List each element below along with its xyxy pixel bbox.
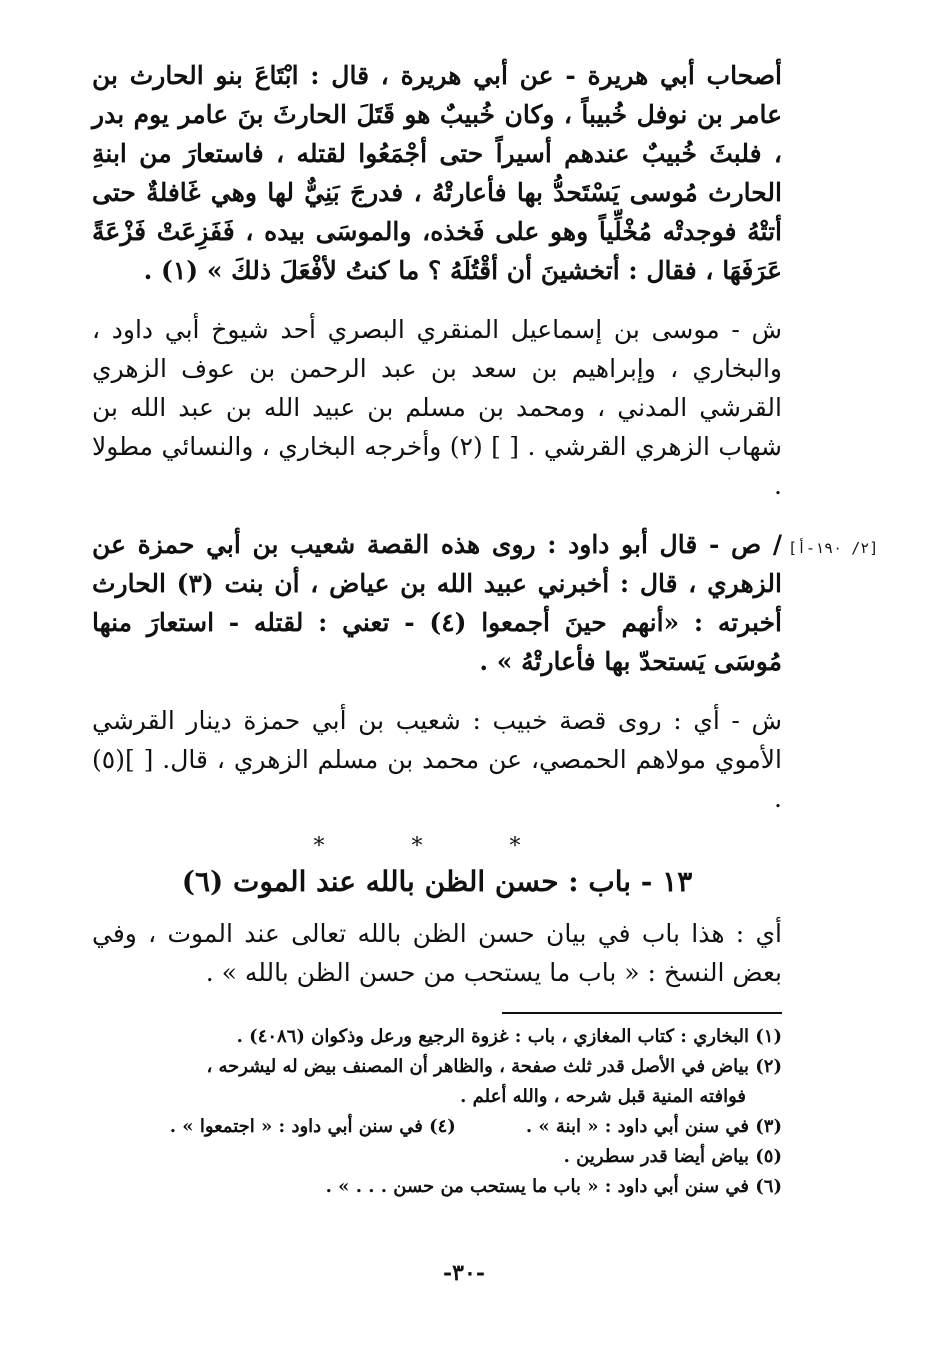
footnotes <box>92 1022 782 1202</box>
page-number: -٣٠- <box>443 1260 485 1286</box>
footnote-1: (١) البخاري : كتاب المغازي ، باب : غزوة الرجيع ورعل وذكوان (٤٠٨٦) . <box>236 1026 782 1047</box>
margin-manuscript-marker: [٢/ ١٩٠-أ] <box>788 539 879 557</box>
commentary-paragraph-2: ش - أي : روى قصة خبيب : شعيب بن أبي حمزة دينار القرشي الأموي مولاهم الحمصي، عن محمد بن مسلم الزهري ، قال. [ ](٥) . <box>92 706 782 813</box>
footnote-2: (٢) بياض في الأصل قدر ثلث صفحة ، والظاهر أن المصنف بيض له ليشرحه ، <box>206 1056 782 1077</box>
footnote-5: (٥) بياض أيضا قدر سطرين . <box>563 1146 782 1167</box>
section-separator: * * * <box>313 834 561 859</box>
chapter-intro: أي : هذا باب في بيان حسن الظن بالله تعالى عند الموت ، وفي بعض النسخ : « باب ما يستحب من حسن الظن بالله » . <box>92 919 782 987</box>
footnote-6: (٦) في سنن أبي داود : « باب ما يستحب من حسن . . . » . <box>325 1176 782 1197</box>
chapter-heading: ١٣ - باب : حسن الظن بالله عند الموت (٦) <box>181 865 693 898</box>
footnote-divider <box>502 1012 782 1014</box>
hadith-paragraph: أصحاب أبي هريرة - عن أبي هريرة ، قال : ابْتَاعَ بنو الحارث بن عامر بن نوفل خُبيباً ، وكان خُبيبٌ هو قَتَلَ الحارثَ بنَ عامر يوم بدر ، فلبثَ خُبيبٌ عندهم أسيراً حتى أجْمَعُوا لقتله ، فاستعارَ من ابنةِ الحارث مُوسى يَسْتَحدُّ بها فأعارتْهُ ، فدرجَ بَنِيٌّ لها وهي غَافلةٌ حتى أتتْهُ فوجدتْه مُخْلِّياً وهو على فَخذه، والموسَى بيده ، فَفَزِعَتْ فَزْعَةً عَرَفَهَا ، فقال : أتخشينَ أن أقْتُلَهُ ؟ ما كنتُ لأفْعَلَ ذلكَ » (١) . <box>92 61 782 285</box>
page-body <box>92 56 782 1202</box>
footnote-2-continued: فوافته المنية قبل شرحه ، والله أعلم . <box>460 1086 746 1107</box>
footnote-3: (٣) في سنن أبي داود : « ابنة » . <box>525 1116 782 1137</box>
footnote-4: (٤) في سنن أبي داود : « اجتمعوا » . <box>169 1116 456 1137</box>
footnote-row <box>92 1112 782 1142</box>
commentary-paragraph: ش - موسى بن إسماعيل المنقري البصري أحد شيوخ أبي داود ، والبخاري ، وإبراهيم بن سعد بن عبد الرحمن بن عوف الزهري القرشي المدني ، ومحمد بن مسلم بن عبيد الله بن عبد الله بن شهاب الزهري القرشي . [ ] (٢) وأخرجه البخاري ، والنسائي مطولا . <box>92 315 782 500</box>
text-paragraph: / ص - قال أبو داود : روى هذه القصة شعيب بن أبي حمزة عن الزهري ، قال : أخبرني عبيد الله بن عياض ، أن بنت (٣) الحارث أخبرته : «أنهم حينَ أجمعوا (٤) - تعني : لقتله - استعارَ منها مُوسَى يَستحدّ بها فأعارتْهُ » . <box>92 530 783 676</box>
